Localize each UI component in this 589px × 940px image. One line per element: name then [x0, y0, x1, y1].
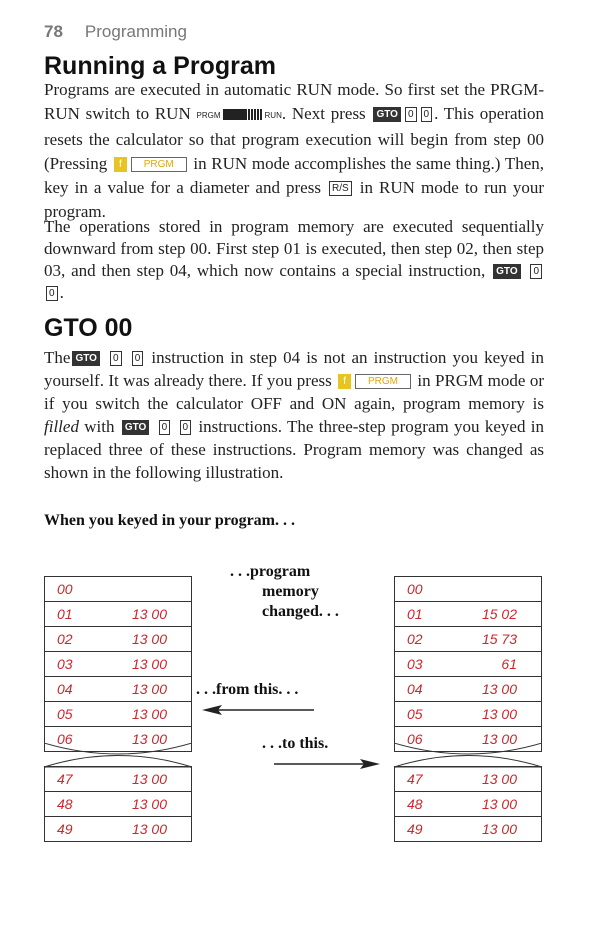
zero-key: 0 [180, 420, 192, 435]
page-header [44, 22, 187, 42]
zero-key: 0 [110, 351, 122, 366]
step-number: 00 [57, 581, 73, 597]
keycode: 15 02 [481, 606, 517, 622]
torn-edge [394, 748, 542, 768]
step-number: 49 [57, 821, 73, 837]
step-number: 06 [57, 731, 73, 747]
keycode: 13 00 [481, 821, 517, 837]
keycode: 13 00 [131, 656, 167, 672]
memory-row [395, 767, 541, 792]
prgm-key: PRGM [355, 374, 411, 389]
keycode: 13 00 [131, 706, 167, 722]
keycode: 13 00 [131, 606, 167, 622]
step-number: 01 [57, 606, 73, 622]
keycode: 13 00 [481, 706, 517, 722]
annotation-from-this: . . .from this. . . [196, 681, 299, 698]
step-number: 03 [407, 656, 423, 672]
gto-key: GTO [72, 351, 99, 366]
step-number: 49 [407, 821, 423, 837]
paragraph-gto-00: The GTO 0 0 instruction in step 04 is not an instruction you keyed in yourself. It was already there. If you press f PRGM in PRGM mode or if you switch the calculator OFF and ON again, program memory is filled with GTO 0 0 instructions. The three-step program you keyed in replaced three of these instructions. Program memory was changed as shown in the following illustration. [44, 348, 545, 482]
f-key: f [114, 157, 127, 172]
step-number: 00 [407, 581, 423, 597]
heading-gto-00: GTO 00 [44, 314, 133, 342]
annotation-program-memory-changed: . . .program memory changed. . . [230, 563, 339, 620]
step-number: 01 [407, 606, 423, 622]
memory-row [395, 577, 541, 602]
step-number: 03 [57, 656, 73, 672]
keycode: 13 00 [131, 821, 167, 837]
gto-key: GTO [373, 107, 400, 122]
keycode: 61 [501, 656, 517, 672]
gto-key: GTO [122, 420, 149, 435]
memory-row [45, 652, 191, 677]
step-number: 47 [57, 771, 73, 787]
memory-row [45, 702, 191, 727]
memory-before-bottom-block [44, 766, 192, 842]
step-number: 06 [407, 731, 423, 747]
heading-running-a-program: Running a Program [44, 52, 276, 80]
f-key: f [338, 374, 351, 389]
step-number: 48 [57, 796, 73, 812]
keycode: 13 00 [481, 731, 517, 747]
prgm-key: PRGM [131, 157, 187, 172]
keycode: 13 00 [131, 796, 167, 812]
illustration-caption: When you keyed in your program. . . [44, 512, 295, 529]
memory-row [395, 652, 541, 677]
zero-key: 0 [132, 351, 144, 366]
step-number: 05 [407, 706, 423, 722]
keycode: 13 00 [481, 771, 517, 787]
zero-key: 0 [46, 286, 58, 301]
prgm-run-switch-icon: PRGM RUN [196, 111, 282, 120]
memory-row [395, 702, 541, 727]
keycode: 13 00 [481, 681, 517, 697]
zero-key: 0 [421, 107, 433, 122]
torn-edge [44, 748, 192, 768]
paragraph-sequential-execution: The operations stored in program memory are executed sequentially downward from step 00. First step 01 is executed, then step 02, then step 03, and then step 04, which now contains a special instruction, GTO 0 0 . [44, 217, 544, 302]
memory-row [395, 602, 541, 627]
step-number: 47 [407, 771, 423, 787]
rs-key: R/S [329, 181, 352, 196]
left-arrow-icon [200, 702, 320, 718]
memory-row [45, 577, 191, 602]
step-number: 48 [407, 796, 423, 812]
memory-row [45, 792, 191, 817]
keycode: 13 00 [131, 771, 167, 787]
step-number: 02 [57, 631, 73, 647]
memory-row [45, 627, 191, 652]
memory-row [45, 817, 191, 841]
annotation-to-this: . . .to this. [262, 735, 329, 752]
page-number: 78 [44, 22, 63, 41]
zero-key: 0 [405, 107, 417, 122]
keycode: 15 73 [481, 631, 517, 647]
memory-row [395, 817, 541, 841]
gto-key: GTO [493, 264, 520, 279]
right-arrow-icon [272, 756, 382, 772]
keycode: 13 00 [131, 731, 167, 747]
memory-row [45, 602, 191, 627]
step-number: 02 [407, 631, 423, 647]
section-title: Programming [84, 22, 187, 41]
keycode: 13 00 [131, 631, 167, 647]
zero-key: 0 [530, 264, 542, 279]
memory-row [45, 767, 191, 792]
step-number: 04 [407, 681, 423, 697]
memory-row [395, 792, 541, 817]
step-number: 04 [57, 681, 73, 697]
keycode: 13 00 [131, 681, 167, 697]
memory-row [45, 677, 191, 702]
memory-before-top-block [44, 576, 192, 752]
memory-row [395, 627, 541, 652]
memory-row [395, 677, 541, 702]
paragraph-run-mode: Programs are executed in automatic RUN mode. So first set the PRGM-RUN switch to RUN PRGM RUN. Next press GTO 0 0 . This operation resets the calculator so that program execution will begin from step 00 (Pressing f PRGM in RUN mode accomplishes the same thing.) Then, key in a value for a diameter and press R/S in RUN mode to run your program. [44, 80, 544, 221]
memory-after-top-block [394, 576, 542, 752]
step-number: 05 [57, 706, 73, 722]
keycode: 13 00 [481, 796, 517, 812]
memory-after-bottom-block [394, 766, 542, 842]
zero-key: 0 [159, 420, 171, 435]
